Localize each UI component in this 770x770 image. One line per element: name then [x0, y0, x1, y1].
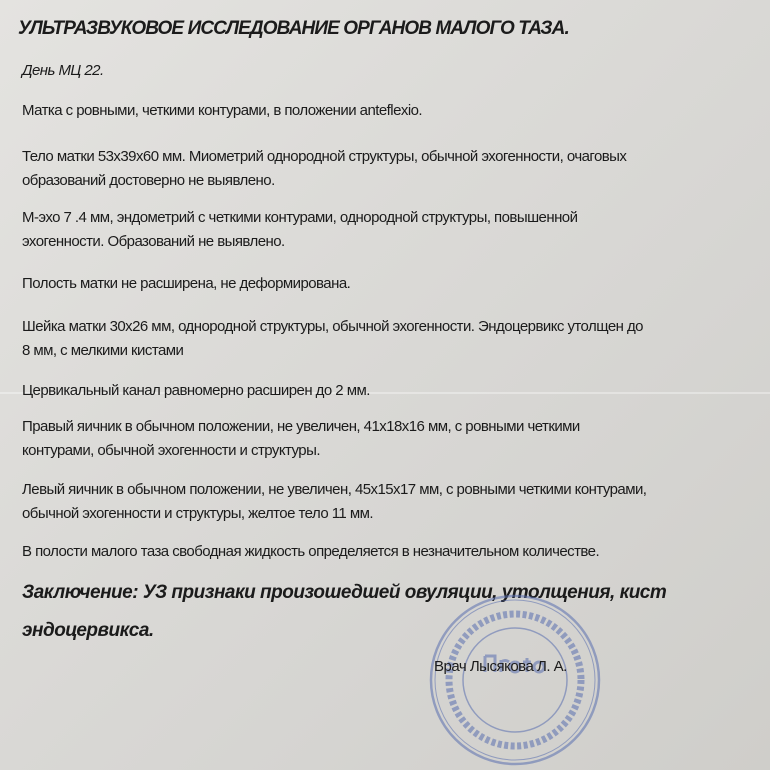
paragraph-uterus-body: образований достоверно не выявлено. [22, 172, 275, 189]
paragraph-cervix: 8 мм, с мелкими кистами [22, 342, 184, 359]
stamp-seal [425, 590, 605, 770]
conclusion: Заключение: УЗ признаки произошедшей овуляции, утолщения, кист [22, 582, 667, 603]
paragraph-free-fluid: В полости малого таза свободная жидкость определяется в незначительном количестве. [22, 543, 600, 560]
paragraph-uterus-body: Тело матки 53х39х60 мм. Миометрий однородной структуры, обычной эхогенности, очаговых [22, 148, 627, 165]
paragraph-m-echo: эхогенности. Образований не выявлено. [22, 233, 285, 250]
paragraph-m-echo: М-эхо 7 .4 мм, эндометрий с четкими контурами, однородной структуры, повышенной [22, 209, 578, 226]
paragraph-left-ovary: Левый яичник в обычном положении, не увеличен, 45х15х17 мм, с ровными четкими контурами, [22, 481, 647, 498]
cycle-day: День МЦ 22. [22, 62, 104, 79]
paragraph-right-ovary: Правый яичник в обычном положении, не увеличен, 41х18х16 мм, с ровными четкими [22, 418, 580, 435]
paragraph-cavity: Полость матки не расширена, не деформирована. [22, 275, 351, 292]
paragraph-uterus: Матка с ровными, четкими контурами, в положении anteflexio. [22, 102, 423, 119]
document-title: УЛЬТРАЗВУКОВОЕ ИССЛЕДОВАНИЕ ОРГАНОВ МАЛОГО ТАЗА. [18, 18, 569, 39]
paragraph-cervix: Шейка матки 30х26 мм, однородной структуры, обычной эхогенности. Эндоцервикс утолщен до [22, 318, 643, 335]
conclusion: эндоцервикса. [22, 620, 154, 641]
paragraph-cervical-canal: Цервикальный канал равномерно расширен до 2 мм. [22, 382, 370, 399]
paragraph-left-ovary: обычной эхогенности и структуры, желтое тело 11 мм. [22, 505, 373, 522]
paragraph-right-ovary: контурами, обычной эхогенности и структуры. [22, 442, 320, 459]
doctor-signature: Врач Лысякова Л. А. [434, 658, 567, 675]
